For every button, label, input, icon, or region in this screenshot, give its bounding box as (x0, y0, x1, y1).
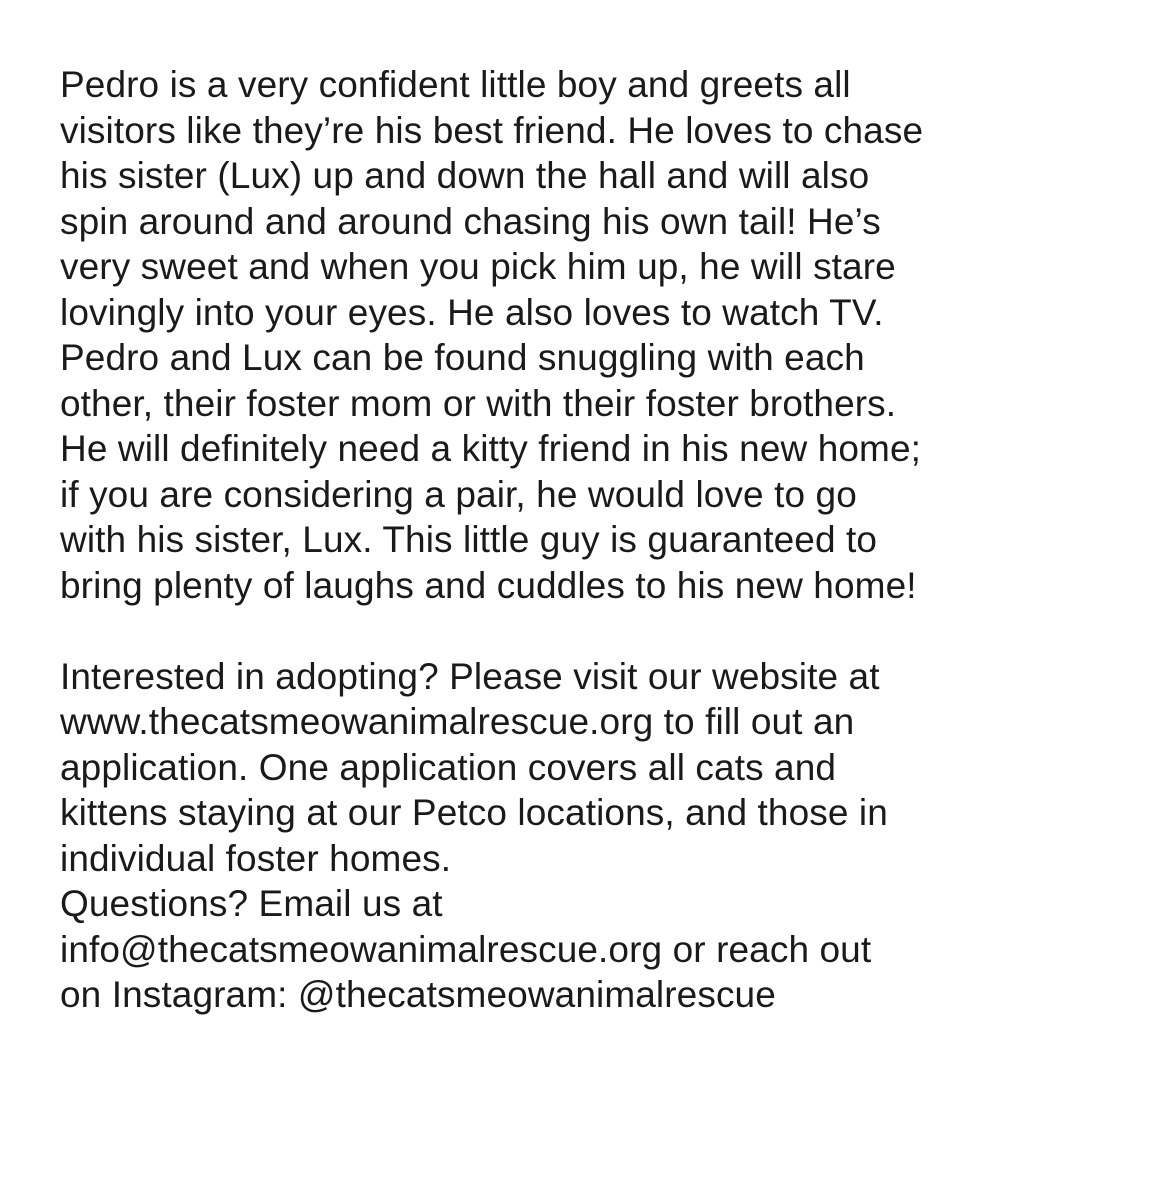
text-line: lovingly into your eyes. He also loves to watch TV. (60, 291, 884, 333)
text-line: Interested in adopting? Please visit our website at (60, 655, 880, 697)
text-line: bring plenty of laughs and cuddles to his new home! (60, 564, 917, 606)
document-body (60, 62, 1160, 1018)
pet-description-paragraph (60, 62, 1160, 608)
email-line: info@thecatsmeowanimalrescue.org or reach out (60, 928, 872, 970)
text-line: Pedro and Lux can be found snuggling with each (60, 337, 865, 378)
text-line: his sister (Lux) up and down the hall and will also (60, 155, 870, 196)
website-line: www.thecatsmeowanimalrescue.org to fill out an (60, 701, 855, 742)
paragraph-spacer (60, 608, 1160, 654)
text-line: Questions? Email us at (60, 883, 443, 924)
text-line: with his sister, Lux. This little guy is guaranteed to (60, 519, 878, 560)
text-line: Pedro is a very confident little boy and greets all (60, 64, 851, 105)
instagram-line: on Instagram: @thecatsmeowanimalrescue (60, 974, 776, 1015)
text-line: visitors like they’re his best friend. He loves to chase (60, 109, 924, 151)
text-line: individual foster homes. (60, 837, 452, 879)
text-line: application. One application covers all cats and (60, 746, 837, 788)
text-line: if you are considering a pair, he would love to go (60, 473, 857, 515)
text-line: other, their foster mom or with their foster brothers. (60, 382, 897, 424)
text-line: He will definitely need a kitty friend in his new home; (60, 428, 922, 469)
adoption-info-paragraph (60, 654, 1160, 1018)
text-line: kittens staying at our Petco locations, and those in (60, 792, 888, 833)
text-line: spin around and around chasing his own tail! He’s (60, 200, 881, 242)
text-line: very sweet and when you pick him up, he will stare (60, 246, 896, 287)
